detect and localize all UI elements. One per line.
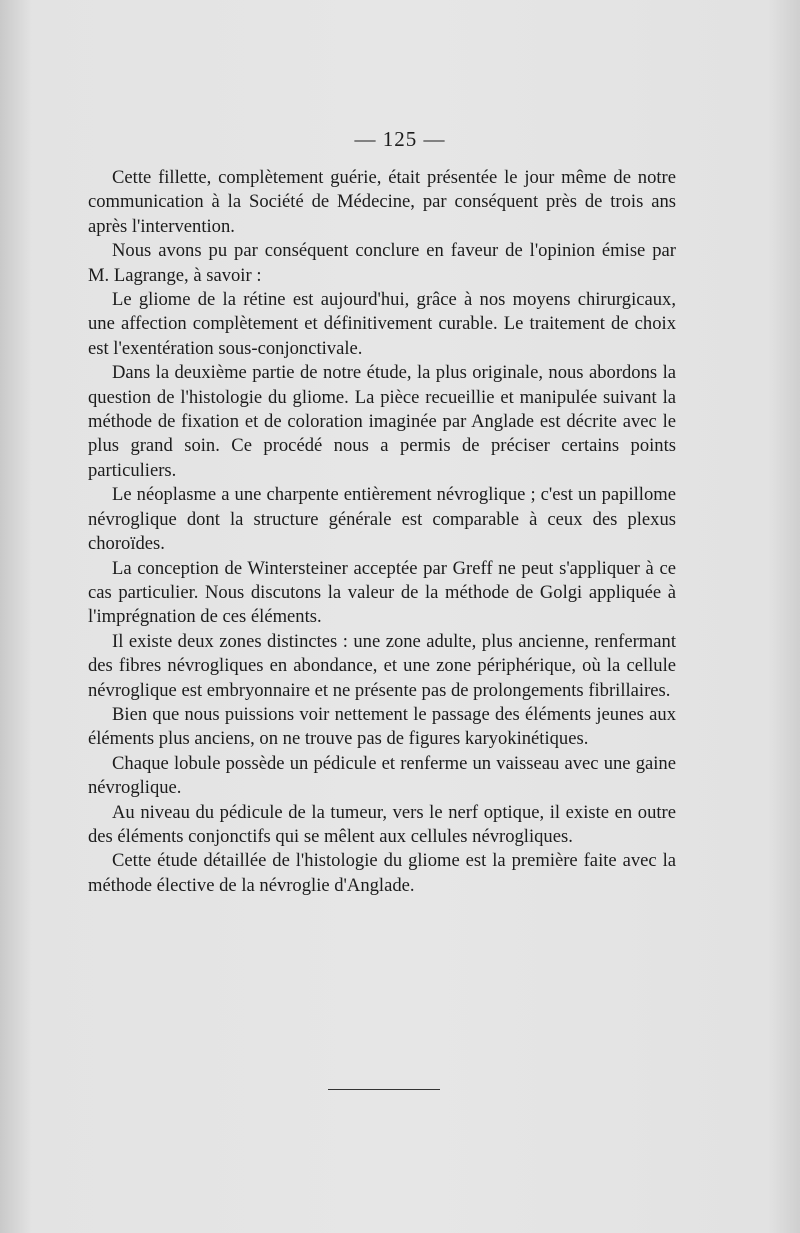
page-number: — 125 — — [354, 127, 446, 151]
paragraph: Il existe deux zones distinctes : une zone adulte, plus ancienne, renfermant des fibres névrogliques en abondance, et une zone périphérique, où la cellule névroglique est embryonnaire et ne présente pas de prolongements fibrillaires. — [88, 630, 676, 701]
paragraph: Nous avons pu par conséquent conclure en faveur de l'opinion émise par M. Lagrange, à savoir : — [88, 240, 676, 286]
paragraph: Au niveau du pédicule de la tumeur, vers le nerf optique, il existe en outre des éléments conjonctifs qui se mêlent aux cellules névrogliques. — [88, 801, 676, 847]
body-text — [88, 166, 676, 898]
closing-rule — [328, 1089, 440, 1090]
paragraph: Bien que nous puissions voir nettement le passage des éléments jeunes aux éléments plus anciens, on ne trouve pas de figures karyokinétiques. — [88, 703, 676, 750]
paragraph: Le néoplasme a une charpente entièrement névroglique ; c'est un papillome névroglique dont la structure générale est comparable à ceux des plexus choroïdes. — [88, 484, 676, 555]
paragraph: La conception de Wintersteiner acceptée par Greff ne peut s'appliquer à ce cas particulier. Nous discutons la valeur de la méthode de Golgi appliquée à l'imprégnation de ces éléments. — [88, 557, 676, 628]
paragraph: Chaque lobule possède un pédicule et renferme un vaisseau avec une gaine névroglique. — [88, 752, 676, 799]
paragraph: Cette étude détaillée de l'histologie du gliome est la première faite avec la méthode élective de la névroglie d'Anglade. — [88, 850, 676, 896]
paragraph: Cette fillette, complètement guérie, était présentée le jour même de notre communication à la Société de Médecine, par conséquent près de trois ans après l'intervention. — [88, 167, 676, 237]
paragraph: Le gliome de la rétine est aujourd'hui, grâce à nos moyens chirurgicaux, une affection complètement et définitivement curable. Le traitement de choix est l'exentération sous-conjonctivale. — [88, 289, 676, 359]
paragraph: Dans la deuxième partie de notre étude, la plus originale, nous abordons la question de l'histologie du gliome. La pièce recueillie et manipulée suivant la méthode de fixation et de coloration imaginée par Anglade est décrite avec le plus grand soin. Ce procédé nous a permis de préciser certains points particuliers. — [88, 362, 676, 481]
